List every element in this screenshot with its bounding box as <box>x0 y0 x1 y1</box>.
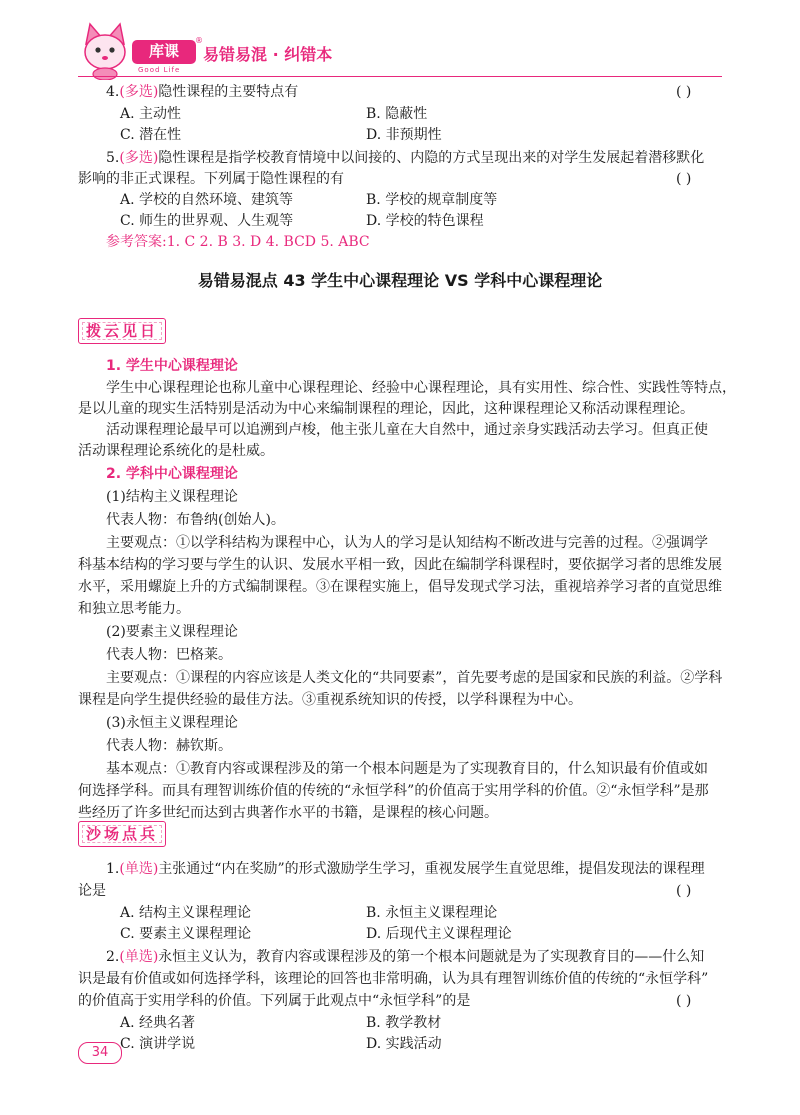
s2-p1-representative: 代表人物：布鲁纳(创始人)。 <box>106 512 285 528</box>
pq2-answer-paren: ( ) <box>676 993 692 1009</box>
section-badge-practice: 沙场点兵 <box>78 821 166 847</box>
q5-option-b: B. 学校的规章制度等 <box>366 192 498 208</box>
s2-p3-main-line2: 何选择学科。而具有理智训练价值的传统的“永恒学科”的价值高于实用学科的价值。②“永恒学科”是那 <box>78 783 709 799</box>
s2-p1-main-line3: 水平，采用螺旋上升的方式编制课程。③在课程实施上，倡导发现式学习法，重视培养学习者的直觉思维 <box>78 579 722 595</box>
page-header <box>0 0 800 80</box>
s2-p1-main-line4: 和独立思考能力。 <box>78 601 190 617</box>
q4-stem: 4.(多选)隐性课程的主要特点有 <box>106 84 299 100</box>
subsection-subject-centered: 2. 学科中心课程理论 <box>106 466 238 482</box>
pq2-option-a: A. 经典名著 <box>120 1015 196 1031</box>
s2-p3-representative: 代表人物：赫钦斯。 <box>106 738 232 754</box>
s2-p2-main-line1: 主要观点：①课程的内容应该是人类文化的“共同要素”，首先要考虑的是国家和民族的利益。②学科 <box>106 670 723 686</box>
pq2-stem-line2: 识是最有价值或如何选择学科，该理论的回答也非常明确，认为具有理智训练价值的传统的“永恒学科” <box>78 971 709 987</box>
q4-option-c: C. 潜在性 <box>120 127 182 143</box>
s2-p3-main-line1: 基本观点：①教育内容或课程涉及的第一个根本问题是为了实现教育目的，什么知识最有价值或如 <box>106 761 708 777</box>
s2-p1-main-line2: 科基本结构的学习要与学生的认识、发展水平相一致，因此在编制学科课程时，要依据学习者的思维发展 <box>78 557 722 573</box>
pq2-stem-line1: 2.(单选)永恒主义认为，教育内容或课程涉及的第一个根本问题就是为了实现教育目的——什么知 <box>106 949 705 965</box>
book-title: 易错易混 · 纠错本 <box>203 45 333 64</box>
registered-mark: ® <box>195 36 203 45</box>
q4-option-d: D. 非预期性 <box>366 127 442 143</box>
q5-stem-line1: 5.(多选)隐性课程是指学校教育情境中以间接的、内隐的方式呈现出来的对学生发展起着潜移默化 <box>106 150 705 166</box>
subsection-student-centered: 1. 学生中心课程理论 <box>106 358 238 374</box>
q5-option-a: A. 学校的自然环境、建筑等 <box>120 192 294 208</box>
s2-p1-title: (1)结构主义课程理论 <box>106 489 238 505</box>
s2-p1-main-line1: 主要观点：①以学科结构为课程中心，认为人的学习是认知结构不断改进与完善的过程。②强调学 <box>106 535 708 551</box>
s1-line4: 活动课程理论系统化的是杜威。 <box>78 443 274 459</box>
s2-p3-main-line3: 些经历了许多世纪而达到古典著作水平的书籍，是课程的核心问题。 <box>78 805 498 821</box>
s2-p2-representative: 代表人物：巴格莱。 <box>106 647 232 663</box>
pq1-stem-line1: 1.(单选)主张通过“内在奖励”的形式激励学生学习，重视发展学生直觉思维，提倡发现法的课程理 <box>106 861 705 877</box>
pq2-option-b: B. 教学教材 <box>366 1015 442 1031</box>
s2-p2-main-line2: 课程是向学生提供经验的最佳方法。③重视系统知识的传授，以学科课程为中心。 <box>78 692 582 708</box>
pq1-answer-paren: ( ) <box>676 883 692 899</box>
q4-answer-paren: ( ) <box>676 84 692 100</box>
pq2-stem-line3: 的价值高于实用学科的价值。下列属于此观点中“永恒学科”的是 <box>78 993 471 1009</box>
pq1-option-d: D. 后现代主义课程理论 <box>366 926 512 942</box>
pq1-option-a: A. 结构主义课程理论 <box>120 905 252 921</box>
question-type-tag: (多选) <box>119 84 159 100</box>
q4-option-a: A. 主动性 <box>120 106 182 122</box>
fox-mascot-icon <box>78 22 132 80</box>
pq1-option-b: B. 永恒主义课程理论 <box>366 905 498 921</box>
header-divider <box>78 76 722 77</box>
q4-option-b: B. 隐蔽性 <box>366 106 428 122</box>
brand-subtitle: Good Life <box>138 66 181 74</box>
q5-answer-paren: ( ) <box>676 171 692 187</box>
s1-line3: 活动课程理论最早可以追溯到卢梭，他主张儿童在大自然中，通过亲身实践活动去学习。但真正使 <box>106 422 708 438</box>
s2-p3-title: (3)永恒主义课程理论 <box>106 715 238 731</box>
q5-option-c: C. 师生的世界观、人生观等 <box>120 213 294 229</box>
answer-key: 参考答案:1. C 2. B 3. D 4. BCD 5. ABC <box>106 234 370 250</box>
section-title: 易错易混点 43 学生中心课程理论 VS 学科中心课程理论 <box>197 271 603 290</box>
s2-p2-title: (2)要素主义课程理论 <box>106 624 238 640</box>
pq1-option-c: C. 要素主义课程理论 <box>120 926 252 942</box>
pq2-option-c: C. 演讲学说 <box>120 1036 196 1052</box>
s1-line1: 学生中心课程理论也称儿童中心课程理论、经验中心课程理论，具有实用性、综合性、实践性等特点， <box>106 380 736 396</box>
section-badge-clarify: 拨云见日 <box>78 318 166 344</box>
q5-stem-line2: 影响的非正式课程。下列属于隐性课程的有 <box>78 171 344 187</box>
question-type-tag: (单选) <box>119 861 159 877</box>
question-type-tag: (单选) <box>119 949 159 965</box>
question-type-tag: (多选) <box>119 150 159 166</box>
pq1-stem-line2: 论是 <box>78 883 106 899</box>
pq2-option-d: D. 实践活动 <box>366 1036 442 1052</box>
brand-logo: 库课 <box>132 40 196 64</box>
page-number: 34 <box>78 1042 122 1064</box>
s1-line2: 是以儿童的现实生活特别是活动为中心来编制课程的理论，因此，这种课程理论又称活动课程理论。 <box>78 401 694 417</box>
q5-option-d: D. 学校的特色课程 <box>366 213 484 229</box>
